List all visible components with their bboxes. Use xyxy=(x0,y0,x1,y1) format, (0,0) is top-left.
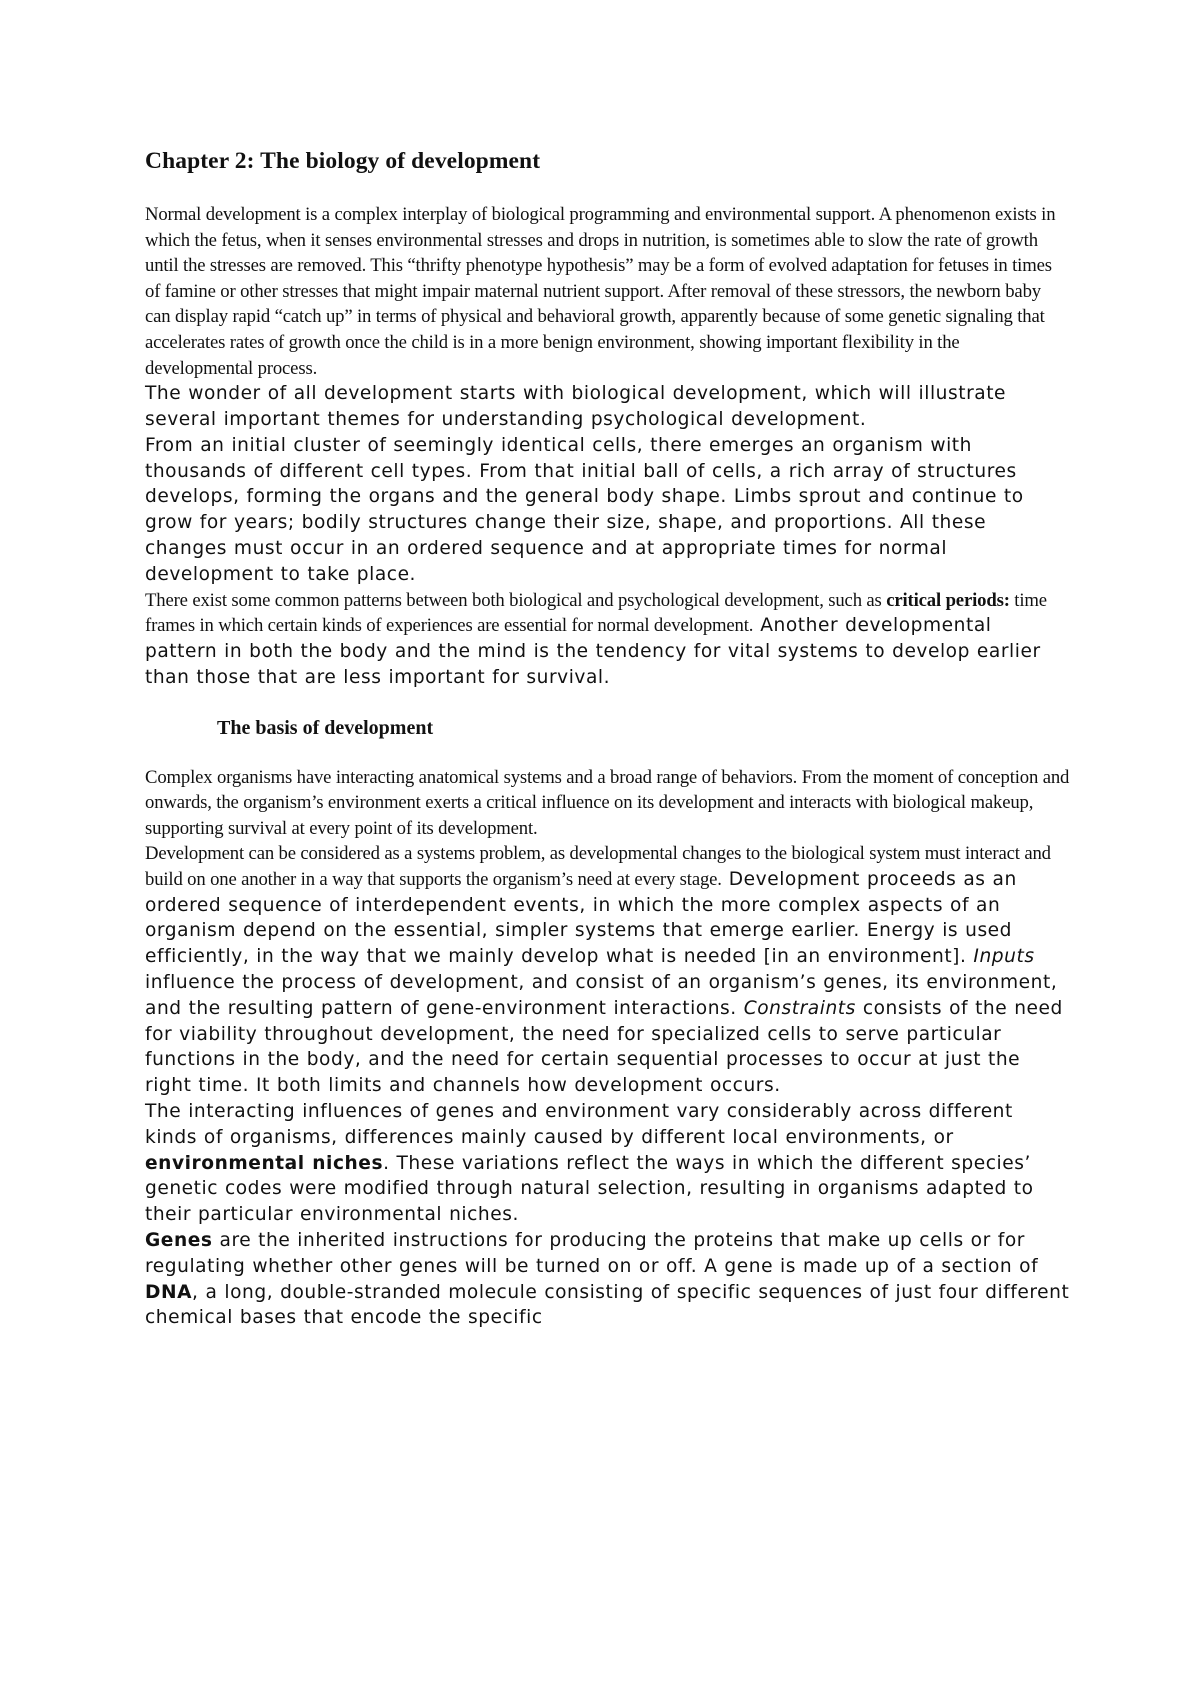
term-genes: Genes xyxy=(145,1230,213,1252)
paragraph-common-patterns-definition: time frames in which certain kinds of experiences are essential for normal development. xyxy=(145,589,1047,637)
chapter-title: Chapter 2: The biology of development xyxy=(145,148,541,174)
paragraph-systems-problem-continued: Development proceeds as an ordered sequence of interdependent events, in which the more complex aspects of an organism depend on the essential, simpler systems that emerge earlier. Energy is used efficiently, in the way that we mainly develop what is needed [in an environment]. xyxy=(145,868,1017,968)
section-heading-basis: The basis of development xyxy=(217,716,434,739)
paragraph-common-patterns xyxy=(145,588,1070,691)
paragraph-wonder-of-development: The wonder of all development starts with biological development, which will illustrate several important themes for understanding psychological development. xyxy=(145,383,1007,430)
term-critical-periods: critical periods: xyxy=(886,589,1010,611)
document-page xyxy=(145,146,1070,1331)
term-dna: DNA xyxy=(145,1281,193,1303)
paragraph-thrifty-phenotype: Normal development is a complex interplay of biological programming and environmental support. A phenomenon exists in which the fetus, when it senses environmental stresses and drops in nutrition, is sometimes able to slow the rate of growth until the stresses are removed. This “thrifty phenotype hypothesis” may be a form of evolved adaptation for fetuses in times of famine or other stresses that might impair maternal nutrient support. After removal of these stressors, the newborn baby can display rapid “catch up” in terms of physical and behavioral growth, apparently because of some genetic signaling that accelerates rates of growth once the child is in a more benign environment, showing important flexibility in the developmental process. xyxy=(145,204,1056,379)
paragraph-interacting-influences-text: The interacting influences of genes and environment vary considerably across different kinds of organisms, differences mainly caused by different local environments, or xyxy=(145,1101,1013,1148)
paragraph-constraints-text: consists of the need for viability throughout development, the need for specialized cells to serve particular functions in the body, and the need for certain sequential processes to occur at just the right time. It both limits and channels how development occurs. xyxy=(145,997,1063,1097)
paragraph-common-patterns-continued: Another developmental pattern in both the body and the mind is the tendency for vital systems to develop earlier than those that are less important for survival. xyxy=(145,615,1041,688)
term-environmental-niches: environmental niches xyxy=(145,1152,384,1174)
paragraph-systems-problem xyxy=(145,841,1070,1099)
term-constraints: Constraints xyxy=(743,997,856,1019)
paragraph-interacting-influences xyxy=(145,1099,1070,1228)
paragraph-interacting-influences-continued: . These variations reflect the ways in which the different species’ genetic codes were modified through natural selection, resulting in organisms adapted to their particular environmental niches. xyxy=(145,1152,1034,1226)
paragraph-systems-problem-text: Development can be considered as a systems problem, as developmental changes to the biological system must interact and build on one another in a way that supports the organism’s need at every stage. xyxy=(145,843,1051,890)
paragraph-inputs-text: influence the process of development, and consist of an organism’s genes, its environment, and the resulting pattern of gene-environment interactions. xyxy=(145,972,1058,1019)
paragraph-genes xyxy=(145,1228,1070,1331)
paragraph-initial-cluster: From an initial cluster of seemingly identical cells, there emerges an organism with thousands of different cell types. From that initial ball of cells, a rich array of structures develops, forming the organs and the general body shape. Limbs sprout and continue to grow for years; bodily structures change their size, shape, and proportions. All these changes must occur in an ordered sequence and at appropriate times for normal development to take place. xyxy=(145,434,1024,585)
term-inputs: Inputs xyxy=(973,946,1035,968)
paragraph-genes-continued: , a long, double-stranded molecule consisting of specific sequences of just four different chemical bases that encode the specific xyxy=(145,1281,1070,1329)
paragraph-common-patterns-text: There exist some common patterns between both biological and psychological development, such as xyxy=(145,589,887,611)
paragraph-genes-text: are the inherited instructions for producing the proteins that make up cells or for regulating whether other genes will be turned on or off. A gene is made up of a section of xyxy=(145,1230,1039,1277)
paragraph-complex-organisms: Complex organisms have interacting anatomical systems and a broad range of behaviors. From the moment of conception and onwards, the organism’s environment exerts a critical influence on its development and interacts with biological makeup, supporting survival at every point of its development. xyxy=(145,766,1070,839)
